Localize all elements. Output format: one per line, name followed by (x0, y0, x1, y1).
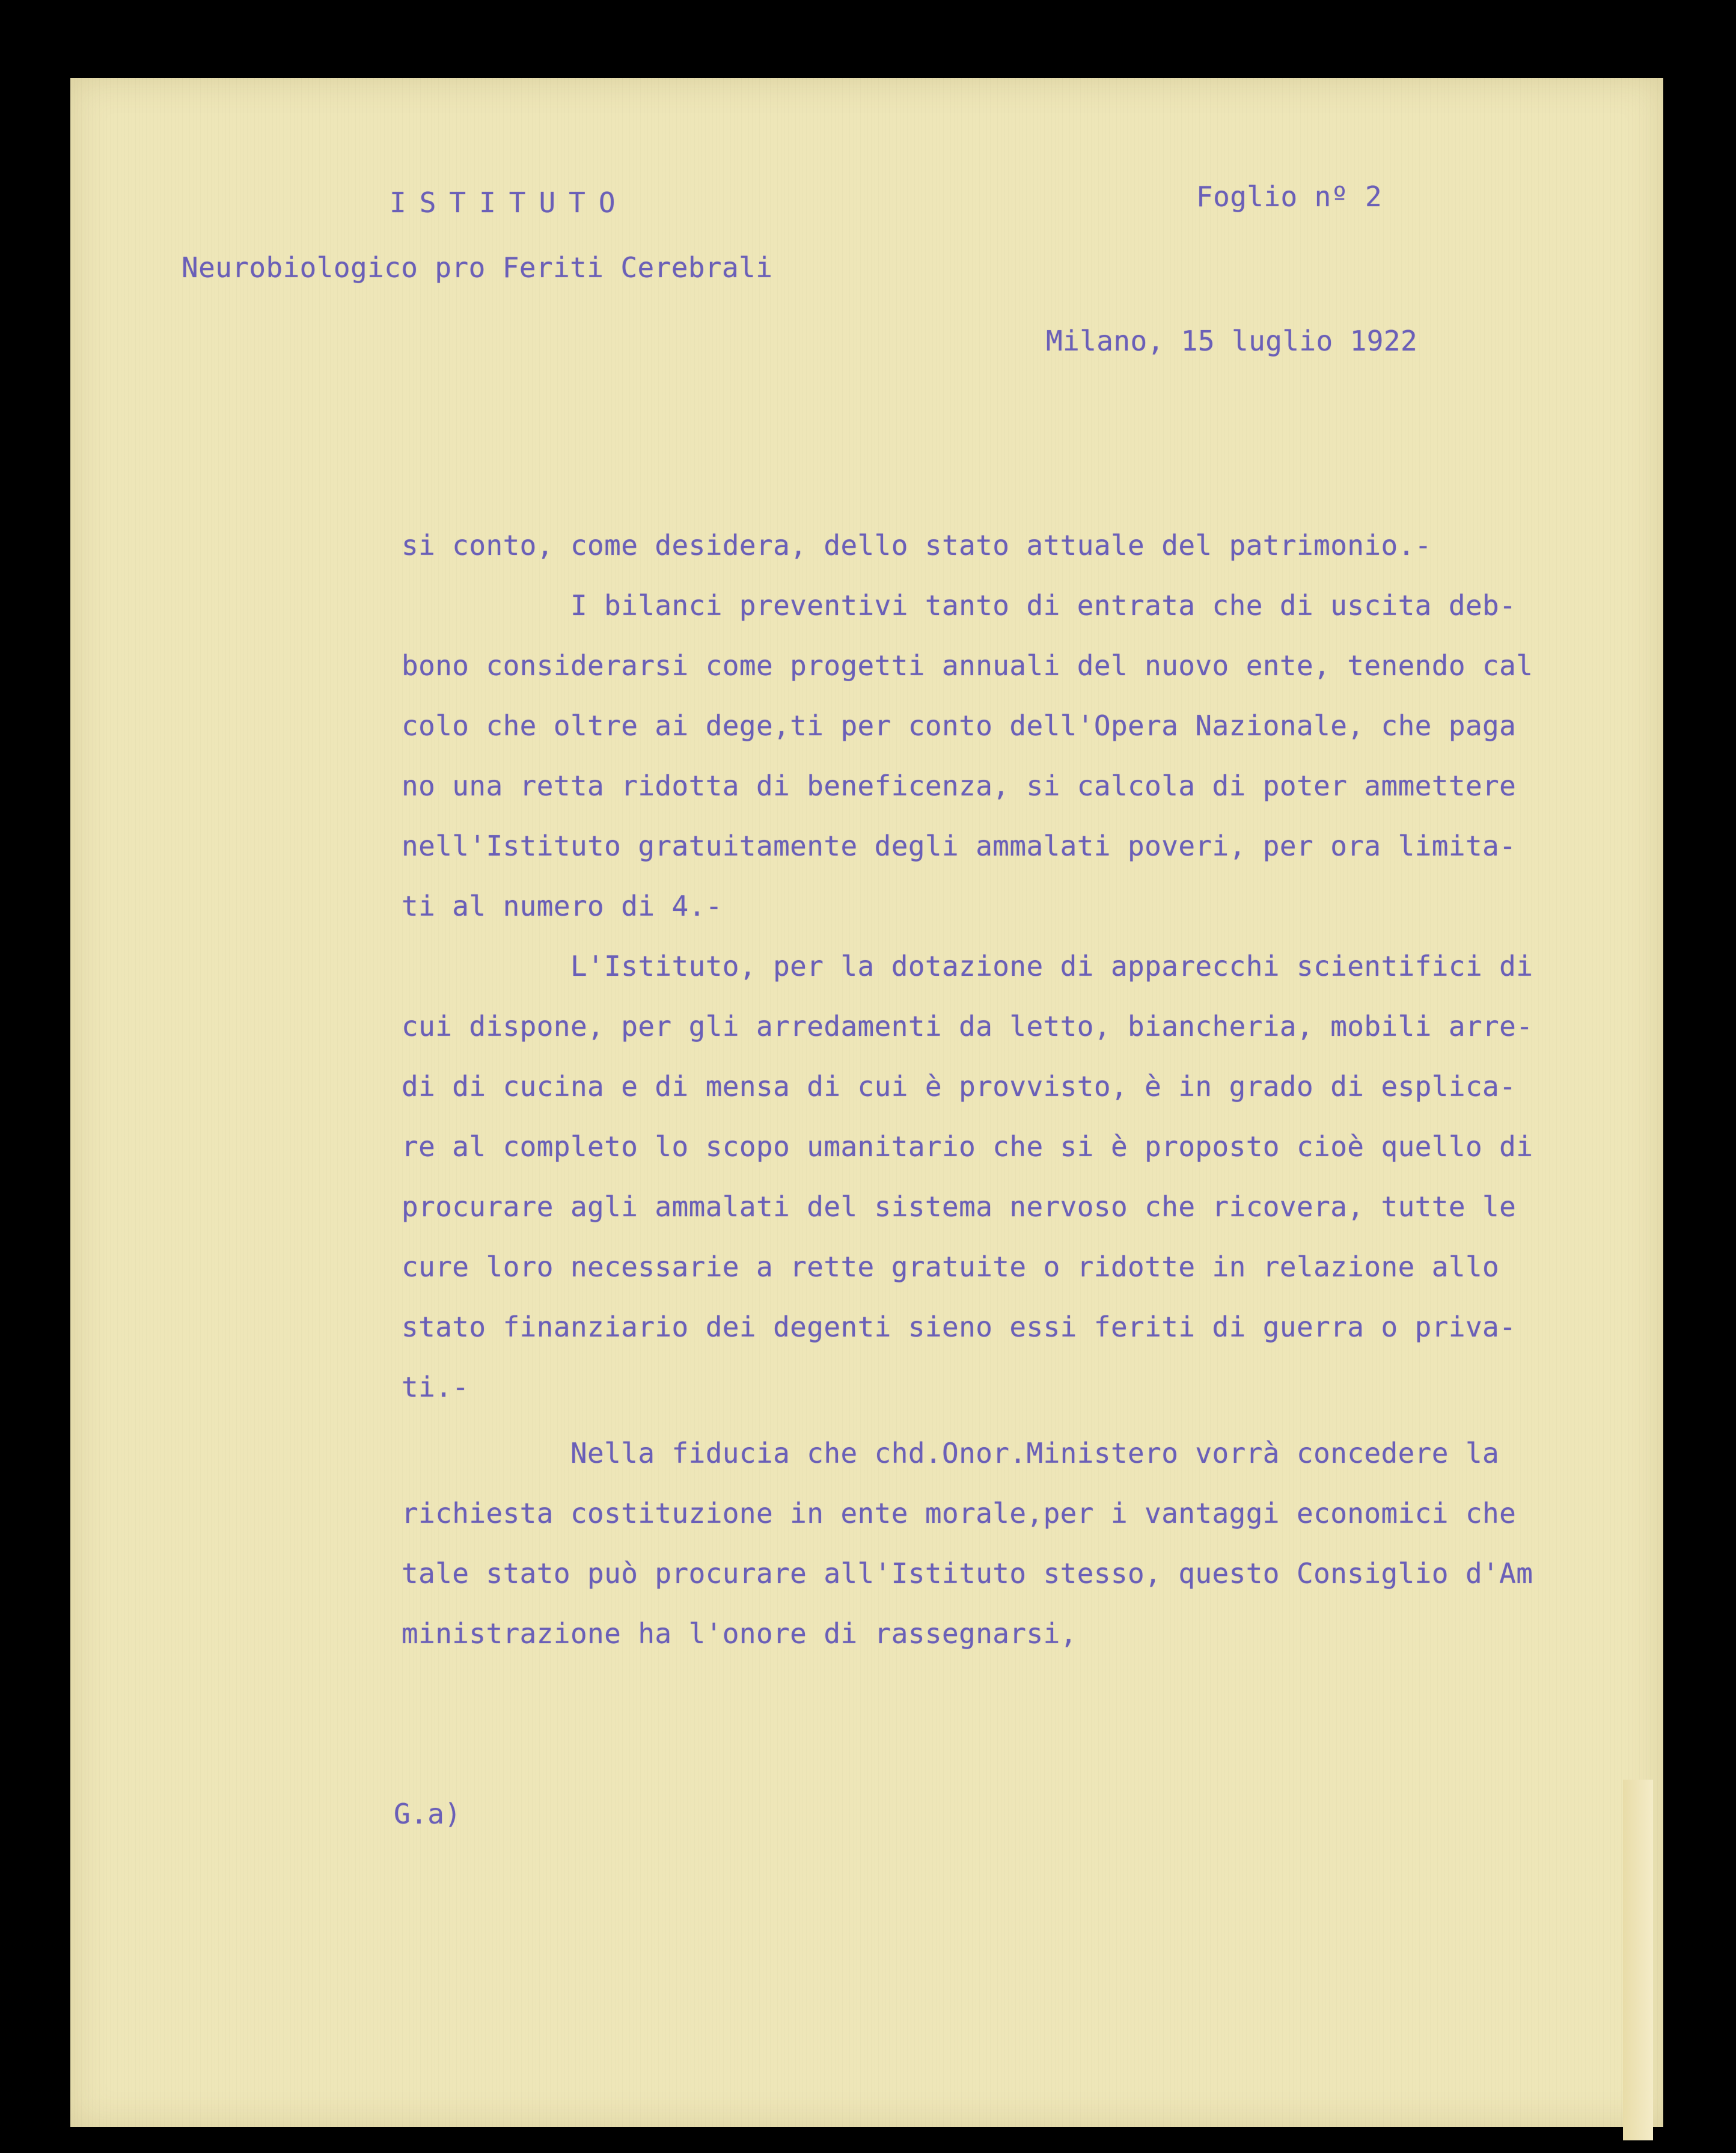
body-line: procurare agli ammalati del sistema nervoso che ricovera, tutte le (402, 1190, 1517, 1223)
body-line: bono considerarsi come progetti annuali del nuovo ente, tenendo cal (402, 649, 1533, 682)
body-line: cure loro necessarie a rette gratuite o ridotte in relazione allo (402, 1251, 1500, 1283)
body-line: no una retta ridotta di beneficenza, si calcola di poter ammettere (402, 770, 1517, 802)
body-line: richiesta costituzione in ente morale,per i vantaggi economici che (402, 1497, 1517, 1530)
body-line: cui dispone, per gli arredamenti da letto, biancheria, mobili arre- (402, 1010, 1533, 1043)
body-line: colo che oltre ai dege,ti per conto dell'Opera Nazionale, che paga (402, 709, 1517, 742)
body-line: re al completo lo scopo umanitario che si è proposto cioè quello di (402, 1130, 1533, 1163)
body-line: L'Istituto, per la dotazione di apparecchi scientifici di (402, 950, 1533, 982)
body-line: di di cucina e di mensa di cui è provvisto, è in grado di esplica- (402, 1070, 1517, 1103)
body-line: ti al numero di 4.- (402, 890, 723, 922)
body-line: tale stato può procurare all'Istituto stesso, questo Consiglio d'Am (402, 1557, 1533, 1590)
body-line: nell'Istituto gratuitamente degli ammalati poveri, per ora limita- (402, 830, 1517, 862)
body-line: ministrazione ha l'onore di rassegnarsi, (402, 1617, 1077, 1650)
place-date: Milano, 15 luglio 1922 (1046, 325, 1418, 357)
closing-note: G.a) (394, 1798, 462, 1830)
body-line: si conto, come desidera, dello stato attuale del patrimonio.- (402, 529, 1432, 562)
letterhead-title: ISTITUTO (390, 186, 629, 219)
body-line: ti.- (402, 1371, 469, 1403)
body-line: I bilanci preventivi tanto di entrata che di uscita deb- (402, 589, 1517, 622)
page-number: Foglio nº 2 (1196, 180, 1383, 213)
letterhead-subtitle: Neurobiologico pro Feriti Cerebrali (182, 251, 773, 284)
page-edge (1623, 1780, 1653, 2140)
letter-sheet (70, 78, 1663, 2127)
body-line: stato finanziario dei degenti sieno essi feriti di guerra o priva- (402, 1311, 1517, 1343)
body-line: Nella fiducia che chd.Onor.Ministero vorrà concedere la (402, 1437, 1500, 1469)
